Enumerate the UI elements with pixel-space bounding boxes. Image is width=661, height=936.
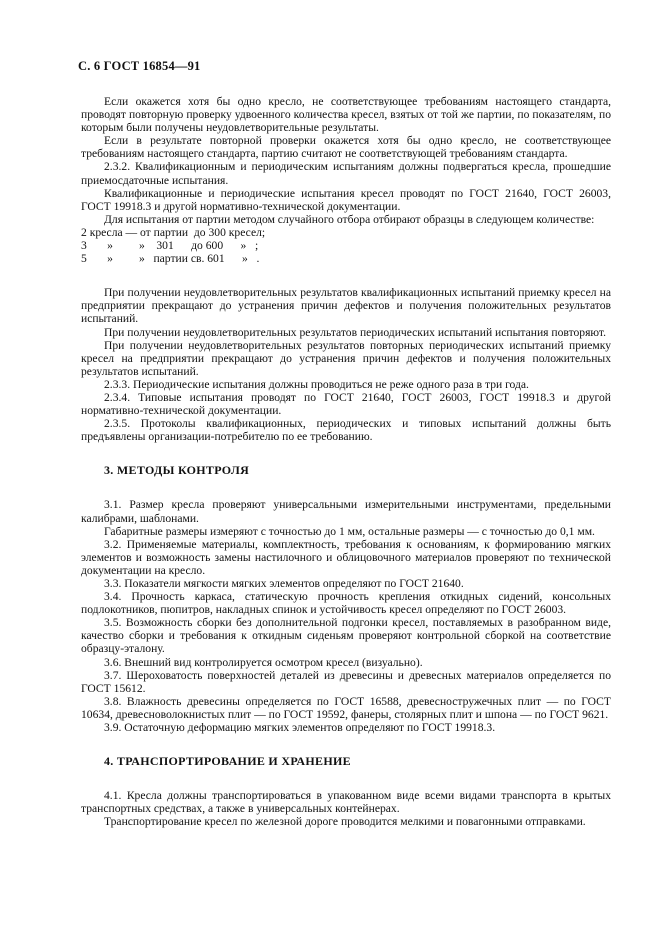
paragraph: При получении неудовлетворительных результатов квалификационных испытаний приемку кресел на предприятии прекращают до устранения причин дефектов и получения положительных результатов испытаний. [81, 286, 611, 326]
paragraph: 3.7. Шероховатость поверхностей деталей из древесины и древесных материалов определяется по ГОСТ 15612. [81, 668, 611, 695]
paragraph: 2.3.3. Периодические испытания должны проводиться не реже одного раза в три года. [104, 377, 529, 391]
paragraph: Если в результате повторной проверки окажется хотя бы одно кресло, не соответствующее требованиям настоящего стандарта, партию считают не соответствующей требованиям стандарта. [81, 134, 611, 161]
paragraph: 2.3.5. Протоколы квалификационных, периодических и типовых испытаний должны быть предъявлены организации-потребителю по ее требованию. [81, 417, 611, 444]
document-body [81, 95, 611, 829]
list-item: 3 » » 301 до 600 » ; [81, 239, 259, 253]
list-item: 5 » » партии св. 601 » . [81, 252, 260, 266]
paragraph: 3.4. Прочность каркаса, статическую прочность крепления откидных сидений, консольных подлокотников, пюпитров, накладных спинок и устойчивость кресел определяют по ГОСТ 26003. [81, 590, 611, 617]
paragraph: 2.3.2. Квалификационным и периодическим испытаниям должны подвергаться кресла, прошедшие приемосдаточные испытания. [81, 160, 611, 187]
paragraph: 3.9. Остаточную деформацию мягких элементов определяют по ГОСТ 19918.3. [104, 721, 496, 735]
paragraph: 3.1. Размер кресла проверяют универсальными измерительными инструментами, предельными калибрами, шаблонами. [81, 498, 611, 525]
paragraph: 3.2. Применяемые материалы, комплектность, требования к основаниям, к формированию мягких элементов и возможность замены настилочного и облицовочного материалов проверяют по технической документации на кресло. [81, 537, 611, 577]
section-heading: 3. МЕТОДЫ КОНТРОЛЯ [104, 463, 250, 478]
paragraph: При получении неудовлетворительных результатов повторных периодических испытаний приемку кресел на предприятии прекращают до устранения причин дефектов и получения положительных результатов испытаний. [81, 338, 611, 378]
paragraph: 3.8. Влажность древесины определяется по ГОСТ 16588, древесностружечных плит — по ГОСТ 10634, древесноволокнистых плит — по ГОСТ 19592, фанеры, столярных плит и шпона — по ГОСТ 9621. [81, 694, 611, 721]
section-heading: 4. ТРАНСПОРТИРОВАНИЕ И ХРАНЕНИЕ [104, 754, 351, 769]
paragraph: Квалификационные и периодические испытания кресел проводят по ГОСТ 21640, ГОСТ 26003, ГОСТ 19918.3 и другой нормативно-технической документации. [81, 186, 611, 213]
paragraph: 3.3. Показатели мягкости мягких элементов определяют по ГОСТ 21640. [104, 577, 464, 590]
sample-list [81, 226, 611, 265]
paragraph: 3.5. Возможность сборки без дополнительной подгонки кресел, поставляемых в разобранном виде, качество сборки и требования к откидным сиденьям проверяют контрольной сборкой на соответствие образцу-эталону. [81, 616, 611, 656]
paragraph: Для испытания от партии методом случайного отбора отбирают образцы в следующем количестве: [104, 212, 595, 226]
paragraph: Если окажется хотя бы одно кресло, не соответствующее требованиям настоящего стандарта, проводят повторную проверку удвоенного количества кресел, взятых от той же партии, по показателям, по которым были получены неудовлетворительные результаты. [81, 95, 611, 135]
paragraph: При получении неудовлетворительных результатов периодических испытаний испытания повторяют. [104, 325, 607, 339]
paragraph: Транспортирование кресел по железной дороге проводится мелкими и повагонными отправками. [104, 815, 586, 829]
page-header: С. 6 ГОСТ 16854—91 [78, 59, 201, 73]
paragraph: 3.6. Внешний вид контролируется осмотром кресел (визуально). [104, 655, 423, 669]
paragraph: Габаритные размеры измеряют с точностью до 1 мм, остальные размеры — с точностью до 0,1 мм. [104, 524, 595, 538]
paragraph: 2.3.4. Типовые испытания проводят по ГОСТ 21640, ГОСТ 26003, ГОСТ 19918.3 и другой нормативно-технической документации. [81, 390, 611, 418]
paragraph: 4.1. Кресла должны транспортироваться в упакованном виде всеми видами транспорта в крытых транспортных средствах, а также в универсальных контейнерах. [81, 789, 611, 816]
list-item: 2 кресла — от партии до 300 кресел; [81, 225, 266, 239]
